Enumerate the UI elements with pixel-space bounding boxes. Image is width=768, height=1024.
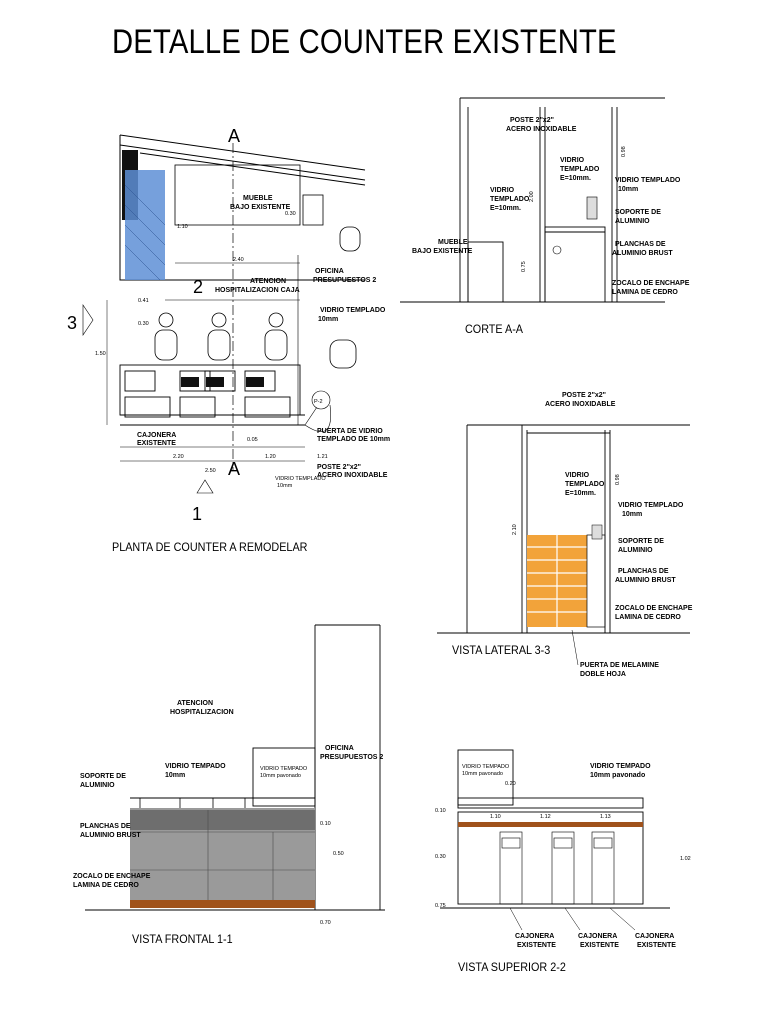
corte-vidrio-right-1: VIDRIO TEMPLADO	[615, 177, 681, 184]
sup-vidrio-right-1: VIDRIO TEMPADO	[590, 763, 651, 770]
lat-vidrio-right-1: VIDRIO TEMPLADO	[618, 502, 684, 509]
dim-250: 2.50	[205, 468, 216, 474]
corte-mueble-2: BAJO EXISTENTE	[412, 248, 473, 255]
section-mark-a-bottom: A	[228, 459, 241, 479]
lat-vidrio-mid-3: E=10mm.	[565, 490, 596, 497]
lat-vidrio-right-2: 10mm	[622, 511, 643, 518]
front-vidrio-mid-2: 10mm pavonado	[260, 773, 301, 779]
lat-dim-210: 2.10	[512, 524, 518, 535]
superior-drawing	[430, 740, 720, 970]
sup-dim-020: 0.20	[505, 781, 516, 787]
front-dim-010: 0.10	[320, 821, 331, 827]
frontal-drawing	[65, 610, 405, 930]
lat-soporte-2: ALUMINIO	[618, 547, 653, 554]
corte-planchas-1: PLANCHAS DE	[615, 241, 666, 248]
dim-150: 1.50	[95, 351, 106, 357]
front-oficina-1: OFICINA	[325, 745, 354, 752]
corte-soporte-1: SOPORTE DE	[615, 209, 661, 216]
corte-drawing	[400, 92, 690, 312]
front-planchas-1: PLANCHAS DE	[80, 823, 131, 830]
view-marker-2: 2	[193, 277, 204, 297]
corte-caption: CORTE A-A	[465, 322, 524, 336]
puerta-label-2: TEMPLADO DE 10mm	[317, 436, 391, 443]
sup-dim-102: 1.02	[680, 856, 691, 862]
corte-poste-2: ACERO INOXIDABLE	[506, 126, 577, 133]
sup-cajonera-2-2: EXISTENTE	[580, 942, 619, 949]
front-zocalo-2: LAMINA DE CEDRO	[73, 882, 139, 889]
cajonera-label-1: CAJONERA	[137, 432, 177, 439]
front-dim-050: 0.50	[333, 851, 344, 857]
sup-dim-112: 1.12	[540, 814, 551, 820]
corte-vidrio-left-3: E=10mm.	[490, 205, 521, 212]
front-vidrio-left-1: VIDRIO TEMPADO	[165, 763, 226, 770]
cajonera-label-2: EXISTENTE	[137, 440, 176, 447]
lat-puerta-1: PUERTA DE MELAMINE	[580, 662, 659, 669]
mueble-label-1: MUEBLE	[243, 195, 273, 202]
dim-030b: 0.30	[138, 321, 149, 327]
sup-dim-030: 0.30	[435, 854, 446, 860]
lat-vidrio-mid-1: VIDRIO	[565, 472, 590, 479]
view-marker-3: 3	[67, 313, 78, 333]
vidrio-label-2: 10mm	[318, 316, 339, 323]
sup-cajonera-3-1: CAJONERA	[635, 933, 675, 940]
sheet-title: DETALLE DE COUNTER EXISTENTE	[112, 23, 617, 61]
dim-030: 0.30	[285, 211, 296, 217]
lat-zocalo-1: ZOCALO DE ENCHAPE	[615, 605, 693, 612]
mueble-label-2: BAJO EXISTENTE	[230, 204, 291, 211]
front-atencion-1: ATENCION	[177, 700, 214, 707]
corte-vidrio-left-1: VIDRIO	[490, 187, 515, 194]
front-zocalo-1: ZOCALO DE ENCHAPE	[73, 873, 151, 880]
dim-240: 2.40	[233, 257, 244, 263]
corte-vidrio-mid-1: VIDRIO	[560, 157, 585, 164]
front-oficina-2: PRESUPUESTOS 2	[320, 754, 384, 761]
view-marker-1: 1	[192, 504, 203, 524]
sup-cajonera-3-2: EXISTENTE	[637, 942, 676, 949]
sup-dim-075: 0.75	[435, 903, 446, 909]
corte-planchas-2: ALUMINIO BRUST	[612, 250, 673, 257]
lat-soporte-1: SOPORTE DE	[618, 538, 664, 545]
dim-220: 2.20	[173, 454, 184, 460]
corte-zocalo-1: ZOCALO DE ENCHAPE	[612, 280, 690, 287]
sup-dim-113: 1.13	[600, 814, 611, 820]
front-soporte-2: ALUMINIO	[80, 782, 115, 789]
corte-vidrio-mid-3: E=10mm.	[560, 175, 591, 182]
atencion-label-2: HOSPITALIZACION CAJA	[215, 287, 300, 294]
mueble-bajo	[175, 165, 300, 225]
corte-zocalo-2: LAMINA DE CEDRO	[612, 289, 678, 296]
sup-cajonera-1-1: CAJONERA	[515, 933, 555, 940]
plan-caption: PLANTA DE COUNTER A REMODELAR	[112, 540, 308, 554]
sup-vidrio-mid-2: 10mm pavonado	[462, 771, 503, 777]
dim-005: 0.05	[247, 437, 258, 443]
corte-dim-098: 0.98	[621, 146, 627, 157]
front-soporte-1: SOPORTE DE	[80, 773, 126, 780]
corte-vidrio-right-2: 10mm	[618, 186, 639, 193]
front-vidrio-left-2: 10mm	[165, 772, 186, 779]
sup-zocalo	[458, 822, 643, 827]
vidrio-bottom-label-1: VIDRIO TEMPLADO	[275, 476, 326, 482]
lat-dim-098: 0.98	[615, 474, 621, 485]
sup-vidrio-mid-1: VIDRIO TEMPADO	[462, 764, 510, 770]
atencion-label-1: ATENCION	[250, 278, 287, 285]
lateral-drawing	[432, 385, 702, 685]
lat-planchas-2: ALUMINIO BRUST	[615, 577, 676, 584]
dim-121: 1.21	[317, 454, 328, 460]
corte-dim-075: 0.75	[521, 261, 527, 272]
corte-vidrio-left-2: TEMPLADO	[490, 196, 530, 203]
melamine-door	[527, 535, 587, 627]
vidrio-label-1: VIDRIO TEMPLADO	[320, 307, 386, 314]
lat-zocalo-2: LAMINA DE CEDRO	[615, 614, 681, 621]
section-mark-a-top: A	[228, 126, 241, 146]
sup-vidrio-right-2: 10mm pavonado	[590, 772, 646, 779]
front-atencion-2: HOSPITALIZACION	[170, 709, 234, 716]
corte-vidrio-mid-2: TEMPLADO	[560, 166, 600, 173]
frontal-caption: VISTA FRONTAL 1-1	[132, 932, 233, 946]
dim-120: 1.20	[265, 454, 276, 460]
oficina-label-2: PRESUPUESTOS 2	[313, 277, 377, 284]
lat-planchas-1: PLANCHAS DE	[618, 568, 669, 575]
corte-mueble-1: MUEBLE	[438, 239, 468, 246]
corte-soporte-2: ALUMINIO	[615, 218, 650, 225]
oficina-label-1: OFICINA	[315, 268, 344, 275]
front-planchas-2: ALUMINIO BRUST	[80, 832, 141, 839]
lat-poste-2: ACERO INOXIDABLE	[545, 401, 616, 408]
lateral-caption: VISTA LATERAL 3-3	[452, 643, 551, 657]
lat-vidrio-mid-2: TEMPLADO	[565, 481, 605, 488]
p2-tag: P-2	[314, 399, 323, 405]
plan-drawing	[65, 115, 391, 524]
dim-041: 0.41	[138, 298, 149, 304]
sup-cajonera-2-1: CAJONERA	[578, 933, 618, 940]
superior-caption: VISTA SUPERIOR 2-2	[458, 960, 566, 974]
sup-dim-110: 1.10	[490, 814, 501, 820]
corte-dim-200: 2.00	[529, 191, 535, 202]
vidrio-bottom-label-2: 10mm	[277, 483, 293, 489]
sup-dim-010: 0.10	[435, 808, 446, 814]
dim-110: 1.10	[177, 224, 188, 230]
lat-puerta-2: DOBLE HOJA	[580, 671, 626, 678]
poste-label-2: ACERO INOXIDABLE	[317, 472, 388, 479]
lat-poste-1: POSTE 2"x2"	[562, 392, 606, 399]
corte-poste-1: POSTE 2"x2"	[510, 117, 554, 124]
puerta-label-1: PUERTA DE VIDRIO	[317, 428, 383, 435]
poste-label-1: POSTE 2"x2"	[317, 464, 361, 471]
sup-cajonera-1-2: EXISTENTE	[517, 942, 556, 949]
front-dim-070: 0.70	[320, 920, 331, 926]
front-vidrio-mid-1: VIDRIO TEMPADO	[260, 766, 308, 772]
front-zocalo	[130, 900, 315, 908]
